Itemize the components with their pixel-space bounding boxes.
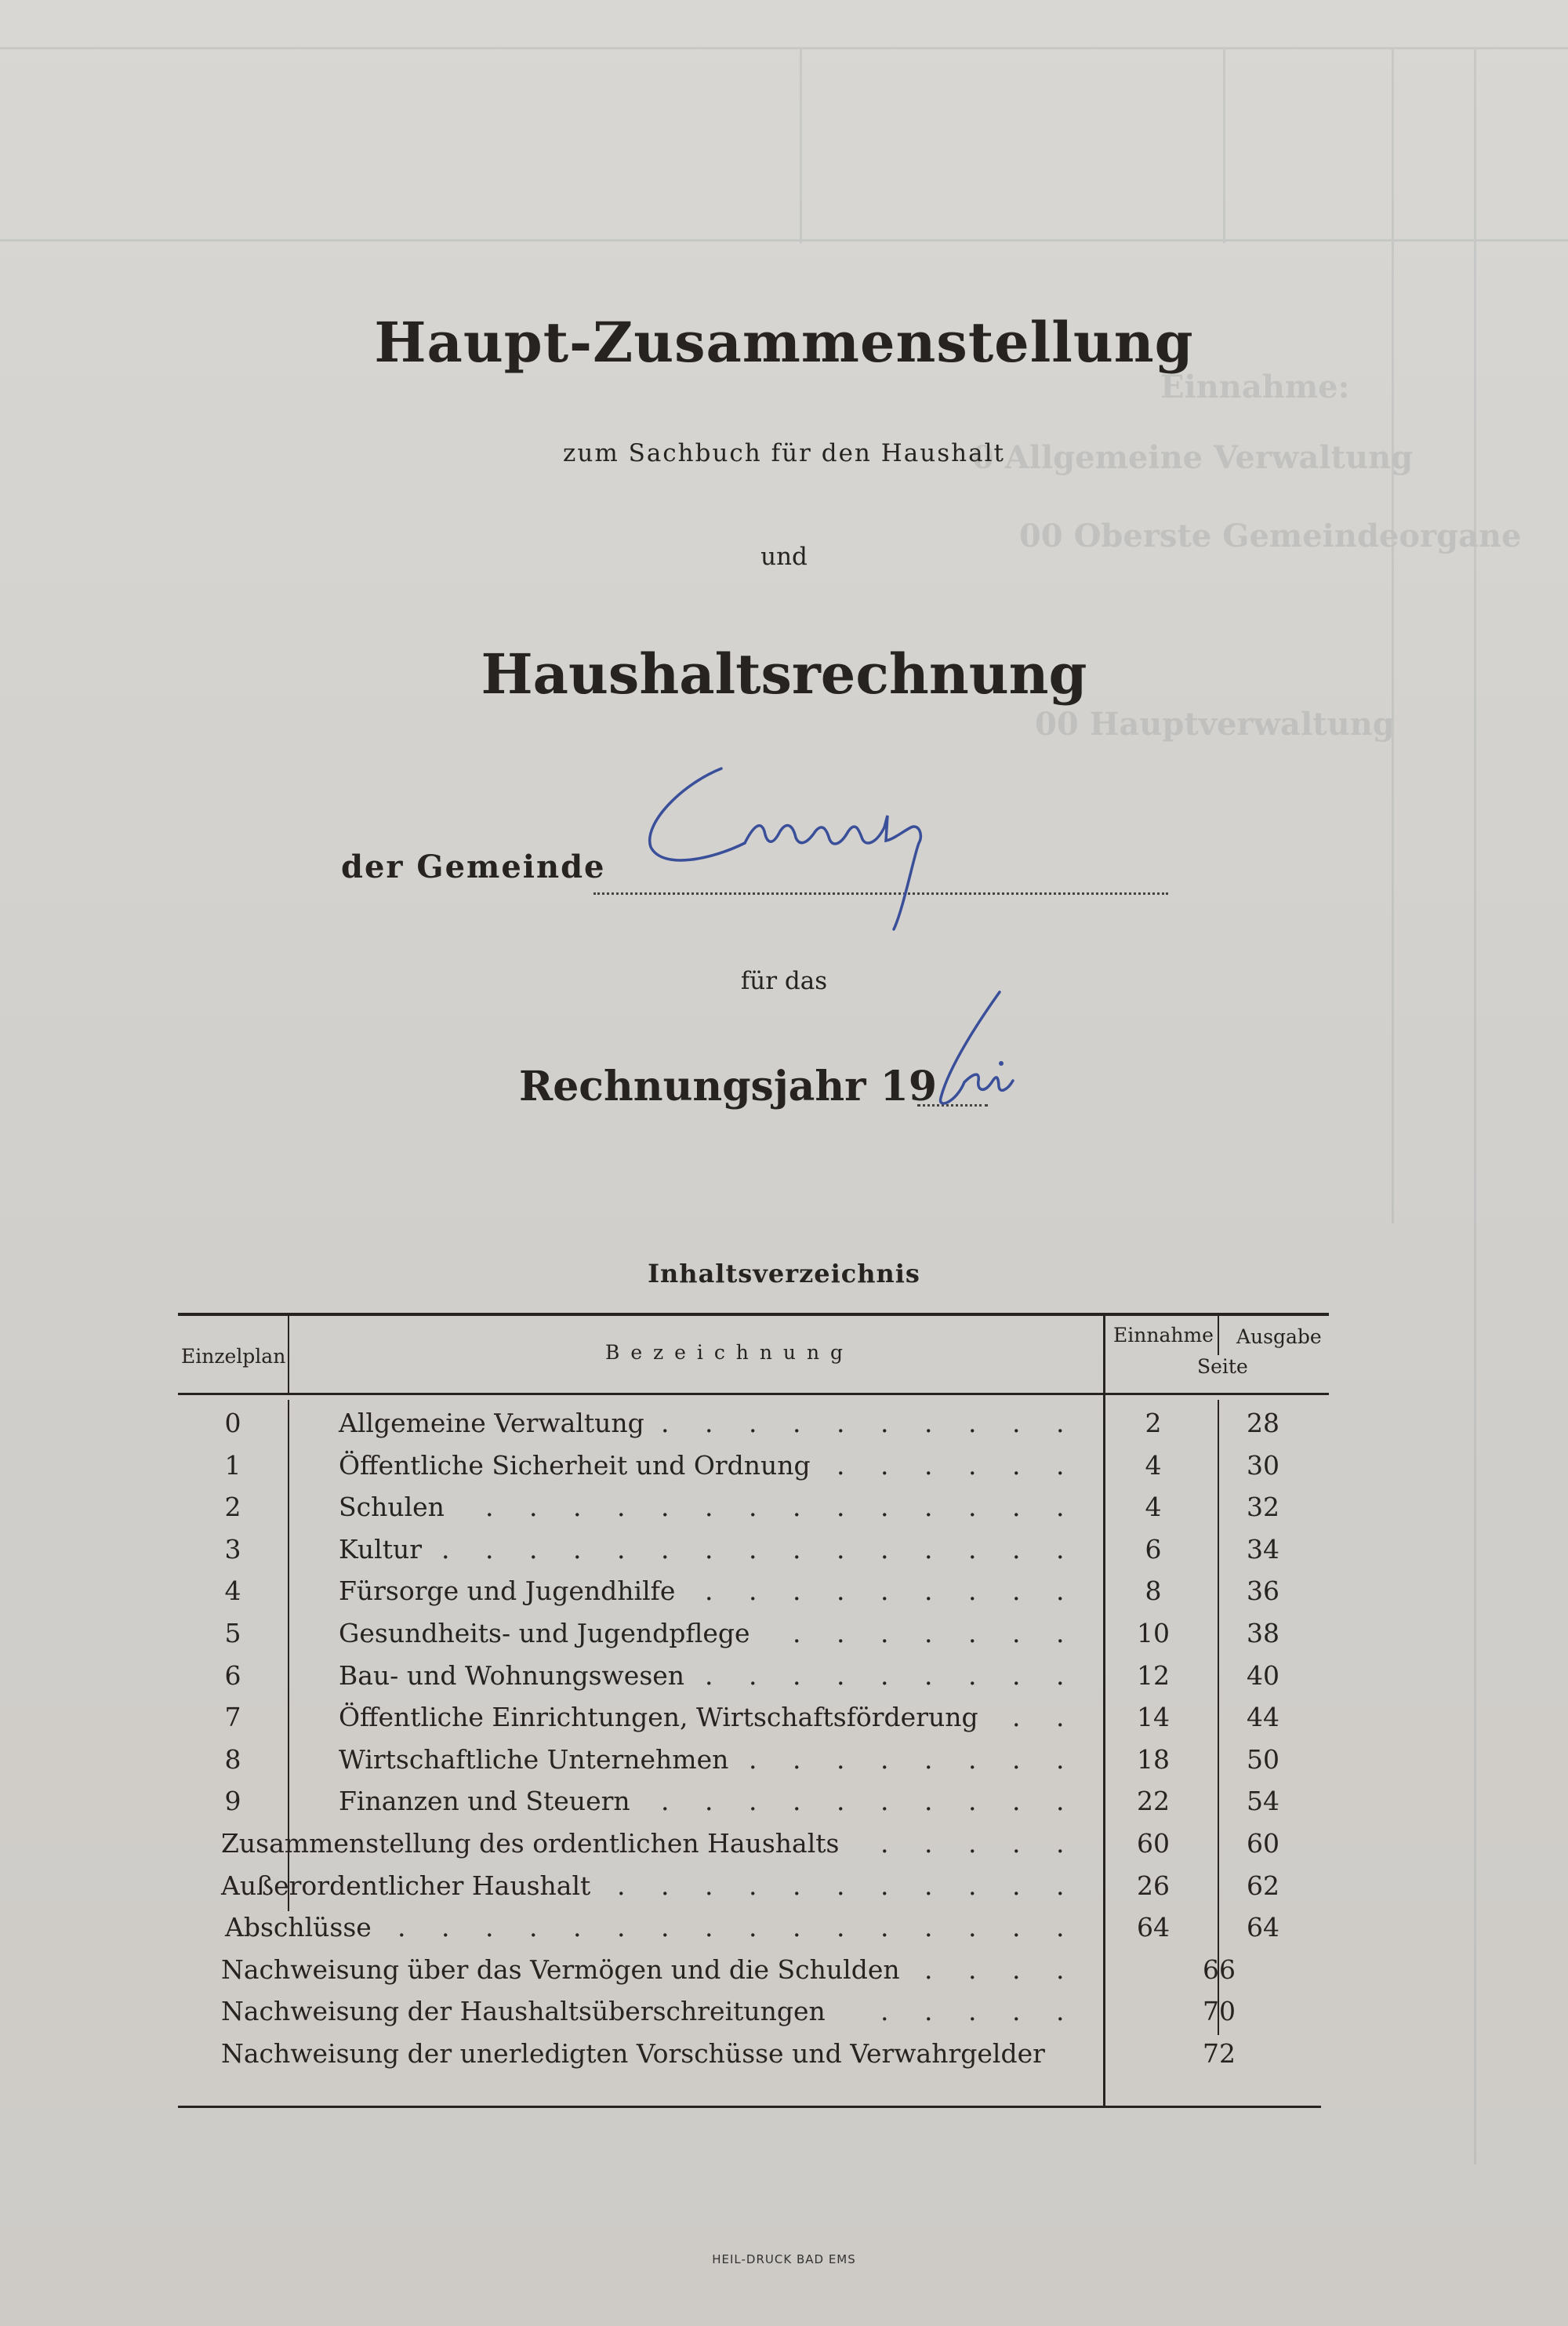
toc-row-label: Abschlüsse bbox=[225, 1912, 372, 1943]
show-through: Einnahme: 0 Allgemeine Verwaltung 00 Oberste Gemeindeorgane 00 Hauptverwaltung bbox=[0, 0, 1568, 2326]
leader-dot: . bbox=[1056, 1743, 1065, 1775]
leader-dot: . bbox=[880, 1492, 889, 1523]
leader-dot: . bbox=[661, 1786, 670, 1817]
toc-row-label: Fürsorge und Jugendhilfe bbox=[339, 1576, 676, 1607]
toc-row-label: Finanzen und Steuern bbox=[339, 1786, 630, 1817]
toc-bottom-rule bbox=[178, 2106, 1321, 2108]
toc-income-page: 12 bbox=[1137, 1659, 1170, 1691]
leader-dot: . bbox=[705, 1408, 713, 1438]
leader-dot: . bbox=[837, 1576, 845, 1607]
leader-dot: . bbox=[880, 1449, 889, 1481]
toc-expense-page: 54 bbox=[1247, 1786, 1279, 1817]
header-plan: Einzelplan bbox=[181, 1345, 286, 1368]
leader-dot: . bbox=[880, 1870, 889, 1901]
toc-expense-page: 38 bbox=[1247, 1618, 1279, 1648]
leader-dot: . bbox=[793, 1870, 801, 1901]
fiscal-year-label: Rechnungsjahr 19 bbox=[519, 1063, 937, 1110]
leader-dot: . bbox=[705, 1912, 713, 1943]
handwritten-year bbox=[917, 988, 1019, 1121]
toc-row-label: Zusammenstellung des ordentlichen Haushalts bbox=[221, 1828, 840, 1859]
leader-dot: . bbox=[1056, 1533, 1065, 1565]
toc-row bbox=[178, 1702, 1329, 1744]
leader-dot: . bbox=[617, 1912, 626, 1943]
toc-row bbox=[178, 1534, 1329, 1576]
toc-row-label: Öffentliche Einrichtungen, Wirtschaftsförderung bbox=[339, 1702, 978, 1733]
leader-dot: . bbox=[617, 1492, 626, 1523]
leader-dot: . bbox=[617, 1533, 626, 1565]
toc-income-page: 10 bbox=[1137, 1618, 1170, 1648]
toc-plan-number: 9 bbox=[224, 1786, 241, 1817]
toc-row bbox=[178, 1996, 1329, 2038]
subtitle: zum Sachbuch für den Haushalt bbox=[563, 439, 1005, 467]
toc-header-divider-2 bbox=[1218, 1316, 1219, 1355]
toc-plan-number: 6 bbox=[224, 1659, 241, 1691]
leader-dot: . bbox=[749, 1492, 757, 1523]
leader-dot: . bbox=[880, 1576, 889, 1607]
toc-income-page: 60 bbox=[1137, 1828, 1170, 1859]
toc-income-page: 8 bbox=[1145, 1576, 1162, 1607]
leader-dot: . bbox=[793, 1743, 801, 1775]
leader-dot: . bbox=[529, 1533, 538, 1565]
leader-dot: . bbox=[705, 1576, 713, 1607]
leader-dot: . bbox=[1056, 1786, 1065, 1817]
toc-row bbox=[178, 1618, 1329, 1660]
toc-row bbox=[178, 1870, 1329, 1913]
leader-dot: . bbox=[880, 1996, 889, 2027]
leader-dot: . bbox=[573, 1533, 582, 1565]
leader-dot: . bbox=[1056, 1576, 1065, 1607]
leader-dot: . bbox=[968, 1996, 977, 2027]
leader-dot: . bbox=[705, 1492, 713, 1523]
leader-dot: . bbox=[793, 1576, 801, 1607]
leader-dot: . bbox=[1056, 1996, 1065, 2027]
leader-dot: . bbox=[837, 1659, 845, 1691]
toc-row bbox=[178, 1912, 1329, 1954]
leader-dot: . bbox=[485, 1492, 494, 1523]
toc-income-page: 6 bbox=[1145, 1533, 1162, 1565]
leader-dot: . bbox=[968, 1870, 977, 1901]
leader-dot: . bbox=[924, 1492, 933, 1523]
leader-dot: . bbox=[573, 1912, 582, 1943]
leader-dot: . bbox=[661, 1408, 670, 1438]
leader-dot: . bbox=[1012, 1828, 1021, 1859]
leader-dot: . bbox=[837, 1743, 845, 1775]
leader-dot: . bbox=[837, 1870, 845, 1901]
leader-dot: . bbox=[880, 1533, 889, 1565]
leader-dot: . bbox=[1056, 1618, 1065, 1648]
leader-dot: . bbox=[1056, 1828, 1065, 1859]
leader-dot: . bbox=[749, 1408, 757, 1438]
leader-dot: . bbox=[1056, 1870, 1065, 1901]
toc-expense-page: 28 bbox=[1247, 1408, 1279, 1438]
leader-dot: . bbox=[749, 1912, 757, 1943]
toc-header-divider-1 bbox=[288, 1316, 289, 1393]
leader-dot: . bbox=[1056, 1408, 1065, 1438]
leader-dot: . bbox=[924, 1953, 933, 1985]
for-label: für das bbox=[740, 967, 828, 995]
toc-row-label: Gesundheits- und Jugendpflege bbox=[339, 1618, 750, 1648]
leader-dot: . bbox=[1056, 1702, 1065, 1733]
toc-row bbox=[178, 1786, 1329, 1828]
leader-dot: . bbox=[924, 1659, 933, 1691]
leader-dot: . bbox=[749, 1870, 757, 1901]
leader-dot: . bbox=[441, 1912, 450, 1943]
leader-dot: . bbox=[705, 1533, 713, 1565]
leader-dot: . bbox=[968, 1659, 977, 1691]
toc-row bbox=[178, 1744, 1329, 1786]
toc-row bbox=[178, 1492, 1329, 1534]
leader-dot: . bbox=[968, 1576, 977, 1607]
leader-dot: . bbox=[793, 1492, 801, 1523]
toc-title: Inhaltsverzeichnis bbox=[648, 1259, 920, 1288]
leader-dot: . bbox=[1012, 1659, 1021, 1691]
leader-dot: . bbox=[1012, 1618, 1021, 1648]
toc-expense-page: 30 bbox=[1247, 1449, 1279, 1481]
table-of-contents bbox=[178, 1310, 1329, 2113]
header-income: Einnahme bbox=[1113, 1324, 1214, 1347]
leader-dot: . bbox=[749, 1533, 757, 1565]
leader-dot: . bbox=[1056, 1659, 1065, 1691]
toc-income-page: 26 bbox=[1137, 1870, 1170, 1901]
printer-imprint: HEIL-DRUCK BAD EMS bbox=[712, 2252, 856, 2266]
conjunction: und bbox=[760, 543, 808, 571]
leader-dot: . bbox=[924, 1912, 933, 1943]
toc-page-number: 72 bbox=[1203, 2038, 1236, 2069]
page-title-2: Haushaltsrechnung bbox=[481, 641, 1087, 707]
toc-income-page: 4 bbox=[1145, 1449, 1162, 1481]
leader-dot: . bbox=[1056, 1912, 1065, 1943]
leader-dot: . bbox=[837, 1449, 845, 1481]
leader-dot: . bbox=[837, 1533, 845, 1565]
leader-dot: . bbox=[837, 1618, 845, 1648]
toc-income-page: 4 bbox=[1145, 1492, 1162, 1523]
toc-page-number: 70 bbox=[1203, 1996, 1236, 2027]
leader-dot: . bbox=[880, 1618, 889, 1648]
toc-plan-number: 7 bbox=[224, 1702, 241, 1733]
leader-dot: . bbox=[880, 1659, 889, 1691]
leader-dot: . bbox=[880, 1786, 889, 1817]
toc-income-page: 64 bbox=[1137, 1912, 1170, 1943]
leader-dot: . bbox=[837, 1912, 845, 1943]
leader-dot: . bbox=[529, 1492, 538, 1523]
header-page: Seite bbox=[1197, 1355, 1248, 1378]
leader-dot: . bbox=[1012, 1996, 1021, 2027]
leader-dot: . bbox=[1012, 1870, 1021, 1901]
toc-plan-number: 0 bbox=[224, 1408, 241, 1438]
leader-dot: . bbox=[880, 1408, 889, 1438]
leader-dot: . bbox=[661, 1533, 670, 1565]
toc-header-rule bbox=[178, 1393, 1329, 1395]
leader-dot: . bbox=[749, 1576, 757, 1607]
leader-dot: . bbox=[1012, 1786, 1021, 1817]
leader-dot: . bbox=[1012, 1492, 1021, 1523]
leader-dot: . bbox=[793, 1786, 801, 1817]
leader-dot: . bbox=[924, 1743, 933, 1775]
toc-row-label: Nachweisung der Haushaltsüberschreitungen bbox=[221, 1996, 826, 2027]
municipality-label: der Gemeinde bbox=[341, 849, 606, 885]
leader-dot: . bbox=[793, 1533, 801, 1565]
leader-dot: . bbox=[924, 1533, 933, 1565]
leader-dot: . bbox=[924, 1786, 933, 1817]
leader-dot: . bbox=[661, 1870, 670, 1901]
leader-dot: . bbox=[837, 1786, 845, 1817]
toc-row bbox=[178, 1450, 1329, 1492]
header-expense: Ausgabe bbox=[1236, 1325, 1322, 1348]
leader-dot: . bbox=[880, 1743, 889, 1775]
toc-expense-page: 44 bbox=[1247, 1702, 1279, 1733]
leader-dot: . bbox=[1012, 1743, 1021, 1775]
toc-row-label: Nachweisung über das Vermögen und die Schulden bbox=[221, 1953, 900, 1985]
toc-income-page: 14 bbox=[1137, 1702, 1170, 1733]
handwritten-signature bbox=[627, 753, 1035, 941]
leader-dot: . bbox=[573, 1492, 582, 1523]
leader-dot: . bbox=[485, 1912, 494, 1943]
toc-expense-page: 36 bbox=[1247, 1576, 1279, 1607]
leader-dot: . bbox=[617, 1870, 626, 1901]
leader-dot: . bbox=[968, 1618, 977, 1648]
leader-dot: . bbox=[1056, 1953, 1065, 1985]
toc-row bbox=[178, 1660, 1329, 1703]
toc-plan-number: 4 bbox=[224, 1576, 241, 1607]
leader-dot: . bbox=[441, 1533, 450, 1565]
leader-dot: . bbox=[793, 1659, 801, 1691]
leader-dot: . bbox=[705, 1659, 713, 1691]
leader-dot: . bbox=[793, 1912, 801, 1943]
toc-row-label: Außerordentlicher Haushalt bbox=[221, 1870, 591, 1901]
leader-dot: . bbox=[924, 1449, 933, 1481]
leader-dot: . bbox=[661, 1912, 670, 1943]
toc-plan-number: 1 bbox=[224, 1449, 241, 1481]
toc-row bbox=[178, 1408, 1329, 1450]
leader-dot: . bbox=[880, 1912, 889, 1943]
toc-page-number: 66 bbox=[1203, 1953, 1236, 1985]
leader-dot: . bbox=[924, 1576, 933, 1607]
toc-expense-page: 34 bbox=[1247, 1533, 1279, 1565]
leader-dot: . bbox=[749, 1659, 757, 1691]
toc-plan-number: 8 bbox=[224, 1743, 241, 1775]
leader-dot: . bbox=[749, 1786, 757, 1817]
leader-dot: . bbox=[924, 1828, 933, 1859]
toc-row bbox=[178, 1828, 1329, 1870]
leader-dot: . bbox=[1012, 1449, 1021, 1481]
leader-dot: . bbox=[485, 1533, 494, 1565]
leader-dot: . bbox=[1012, 1576, 1021, 1607]
toc-income-page: 22 bbox=[1137, 1786, 1170, 1817]
toc-plan-number: 2 bbox=[224, 1492, 241, 1523]
leader-dot: . bbox=[924, 1408, 933, 1438]
leader-dot: . bbox=[924, 1870, 933, 1901]
toc-top-rule bbox=[178, 1313, 1329, 1316]
toc-row-label: Kultur bbox=[339, 1533, 423, 1565]
leader-dot: . bbox=[968, 1492, 977, 1523]
leader-dot: . bbox=[968, 1449, 977, 1481]
toc-row bbox=[178, 2038, 1329, 2081]
toc-expense-page: 62 bbox=[1247, 1870, 1279, 1901]
leader-dot: . bbox=[529, 1912, 538, 1943]
leader-dot: . bbox=[924, 1618, 933, 1648]
leader-dot: . bbox=[661, 1492, 670, 1523]
leader-dot: . bbox=[1012, 1912, 1021, 1943]
toc-expense-page: 32 bbox=[1247, 1492, 1279, 1523]
toc-plan-number: 5 bbox=[224, 1618, 241, 1648]
leader-dot: . bbox=[968, 1408, 977, 1438]
toc-row-label: Allgemeine Verwaltung bbox=[339, 1408, 644, 1438]
toc-plan-number: 3 bbox=[224, 1533, 241, 1565]
leader-dot: . bbox=[1012, 1702, 1021, 1733]
leader-dot: . bbox=[968, 1743, 977, 1775]
leader-dot: . bbox=[705, 1870, 713, 1901]
leader-dot: . bbox=[1056, 1492, 1065, 1523]
toc-income-page: 18 bbox=[1137, 1743, 1170, 1775]
toc-row-label: Schulen bbox=[339, 1492, 445, 1523]
leader-dot: . bbox=[924, 1996, 933, 2027]
leader-dot: . bbox=[397, 1912, 406, 1943]
leader-dot: . bbox=[1056, 1449, 1065, 1481]
toc-expense-page: 40 bbox=[1247, 1659, 1279, 1691]
leader-dot: . bbox=[968, 1828, 977, 1859]
leader-dot: . bbox=[968, 1533, 977, 1565]
toc-row-label: Nachweisung der unerledigten Vorschüsse und Verwahrgelder bbox=[221, 2038, 1045, 2069]
toc-expense-page: 50 bbox=[1247, 1743, 1279, 1775]
leader-dot: . bbox=[968, 1912, 977, 1943]
toc-row bbox=[178, 1954, 1329, 1997]
toc-row-label: Wirtschaftliche Unternehmen bbox=[339, 1743, 729, 1775]
leader-dot: . bbox=[968, 1786, 977, 1817]
header-description: B e z e i c h n u n g bbox=[605, 1341, 846, 1364]
page-title: Haupt-Zusammenstellung bbox=[374, 310, 1194, 375]
leader-dot: . bbox=[837, 1492, 845, 1523]
leader-dot: . bbox=[705, 1786, 713, 1817]
toc-expense-page: 64 bbox=[1247, 1912, 1279, 1943]
toc-row-label: Öffentliche Sicherheit und Ordnung bbox=[339, 1449, 811, 1481]
toc-expense-page: 60 bbox=[1247, 1828, 1279, 1859]
leader-dot: . bbox=[793, 1618, 801, 1648]
toc-row bbox=[178, 1576, 1329, 1618]
leader-dot: . bbox=[1012, 1533, 1021, 1565]
toc-income-page: 2 bbox=[1145, 1408, 1162, 1438]
leader-dot: . bbox=[793, 1408, 801, 1438]
leader-dot: . bbox=[880, 1828, 889, 1859]
leader-dot: . bbox=[1012, 1953, 1021, 1985]
leader-dot: . bbox=[749, 1743, 757, 1775]
leader-dot: . bbox=[837, 1408, 845, 1438]
leader-dot: . bbox=[968, 1953, 977, 1985]
leader-dot: . bbox=[1012, 1408, 1021, 1438]
toc-row-label: Bau- und Wohnungswesen bbox=[339, 1659, 685, 1691]
